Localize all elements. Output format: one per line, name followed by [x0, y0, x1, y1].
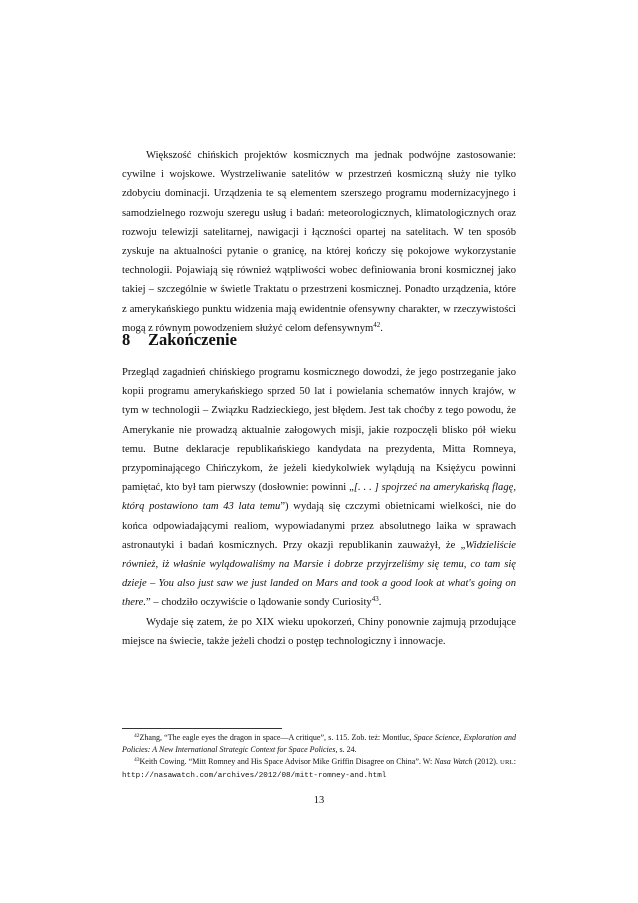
footnote-title: Space Science, Exploration and Policies: A New International Strategic Context for Space Policies: [122, 733, 517, 754]
footnotes: [122, 732, 516, 782]
section-title: Zakończenie: [148, 330, 237, 349]
paragraph-text: Przegląd zagadnień chińskiego programu kosmicznego dowodzi, że jego postrzeganie jako kopii programu amerykańskiego sprzed 50 lat i powielania schematów innych krajów, w tym w technologii – Związku Radzieckiego, jest błędem. Jest tak choćby z tego powodu, że Amerykanie nie prowadzą aktualnie załogowych misji, jakie rozpoczęli blisko pół wieku temu. Butne deklaracje republikańskiego kandydata na prezydenta, Mitta Romneya, przypominającego Chińczykom, że jeżeli kiedykolwiek wylądują na Księżycu powinni pamiętać, kto był tam pierwszy (dosłownie: powinni „: [122, 367, 516, 494]
conclusion-body: [122, 363, 516, 651]
footnote-number: 43: [134, 757, 140, 763]
quote-flag: [. . . ] spojrzeć na amerykańską flagę, którą postawiono tam 43 lata temu: [122, 482, 516, 513]
footnote-42: [122, 732, 516, 756]
url-separator: :: [513, 757, 517, 766]
paragraph-text: ” – chodziło oczywiście o lądowanie sondy Curiosity: [146, 597, 372, 609]
footnote-ref-43[interactable]: 43: [371, 595, 379, 604]
quote-mars: Widzieliście również, iż właśnie wylądowaliśmy na Marsie i dobrze przyjrzeliśmy się temu, co tam się dzieje – You also just saw we just landed on Mars and took a good look at what's going on there.: [122, 539, 516, 609]
footnote-rule: [122, 728, 282, 729]
paragraph-text: ”) wydają się czczymi obietnicami wielkości, nie do końca odpowiadającymi realiom, wypowiadanymi przez absolutnego laika w sprawach astronautyki i badań kosmicznych. Przy okazji republikanin zauważył, że „: [122, 501, 516, 551]
footnote-tail: (2012).: [472, 757, 500, 766]
footnote-number: 42: [134, 733, 140, 739]
paragraph-end: .: [380, 322, 383, 334]
section-number: 8: [122, 330, 131, 349]
paragraph-text: Wydaje się zatem, że po XIX wieku upokorzeń, Chiny ponownie zajmują przodujące miejsce na świecie, także jeżeli chodzi o postęp technologiczny i innowacje.: [122, 616, 516, 647]
paragraph-end: .: [378, 597, 382, 609]
footnote-tail: , s. 24.: [335, 745, 357, 754]
footnote-text: Zhang, “The eagle eyes the dragon in space—A critique”, s. 115. Zob. też: Montluc,: [139, 733, 414, 742]
footnote-link[interactable]: http://nasawatch.com/archives/2012/08/mitt-romney-and.html: [122, 772, 387, 780]
footnote-title: Nasa Watch: [434, 757, 473, 766]
paragraph-summary: [122, 613, 516, 651]
footnote-43: [122, 756, 516, 782]
section-heading: [122, 330, 516, 350]
url-label: URL: [500, 759, 514, 766]
paragraph-dual-use: [122, 146, 516, 338]
paragraph-text: Większość chińskich projektów kosmicznych ma jednak podwójne zastosowanie: cywilne i wojskowe. Wystrzeliwanie satelitów w przestrzeń kosmiczną służy nie tylko zdobyciu dominacji. Urządzenia te są elementem szerszego programu modernizacyjnego i samodzielnego rozwoju szeregu usług i badań: meteorologicznych, klimatologicznych oraz rozwoju telewizji satelitarnej, nawigacji i łączności opartej na satelitach. W ten sposób zyskuje na aktualności pytanie o granicę, na której kończy się pokojowe wykorzystanie technologii. Pojawiają się również wątpliwości wobec definiowania broni kosmicznej jako takiej – szczególnie w świetle Traktatu o przestrzeni kosmicznej. Ponadto urządzenia, które z amerykańskiego punktu widzenia mają ewidentnie ofensywny charakter, w rzeczywistości mogą z równym powodzeniem służyć celom defensywnym: [122, 150, 516, 334]
footnote-ref-42[interactable]: 42: [373, 320, 381, 329]
page-number: 13: [313, 795, 325, 806]
paragraph-review: [122, 363, 516, 613]
footnote-text: Keith Cowing. “Mitt Romney and His Space Advisor Mike Griffin Disagree on China”. W:: [139, 757, 435, 766]
